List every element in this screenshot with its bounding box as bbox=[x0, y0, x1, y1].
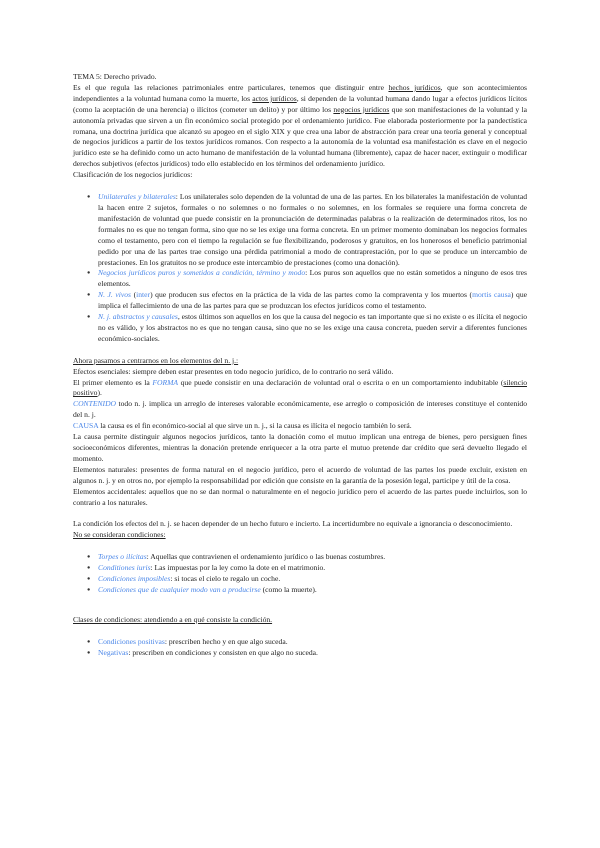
elements-heading: Ahora pasamos a centrarnos en los elementos del n. j.: bbox=[73, 355, 239, 365]
term-causa: CAUSA bbox=[73, 421, 99, 431]
list-item bbox=[73, 563, 527, 574]
item-text: ) que implica el fallecimiento de una de las partes para que se produzcan los efectos jurídicos como el testamento. bbox=[98, 290, 527, 311]
term: mortis causa bbox=[472, 290, 511, 300]
term: N. j. abstractos y causales bbox=[98, 312, 178, 322]
list-item bbox=[73, 574, 527, 585]
item-text: (como la muerte). bbox=[260, 584, 317, 594]
item-text: ( bbox=[131, 290, 137, 300]
list-item bbox=[73, 312, 527, 345]
term: N. J. vivos bbox=[98, 290, 132, 300]
text: El primer elemento es la bbox=[73, 377, 153, 387]
intro-text-2: , que son acontecimientos independientes a la voluntad humana como la muerte, los bbox=[73, 82, 528, 103]
item-text: : si tocas el cielo te regalo un coche. bbox=[170, 574, 281, 584]
forma-paragraph bbox=[73, 378, 527, 400]
condition-paragraph: La condición los efectos del n. j. se hacen depender de un hecho futuro e incierto. La incertidumbre no equivale a ignorancia o desconocimiento. bbox=[73, 519, 513, 529]
term: Condiciones positivas bbox=[98, 636, 165, 646]
classification-list bbox=[73, 192, 527, 345]
term-hechos-juridicos: hechos jurídicos bbox=[388, 82, 441, 92]
list-item bbox=[73, 268, 527, 290]
intro-text-4: que son manifestaciones de la voluntad y la autonomía privadas que sirven a un fin económico social protegido por el ordenamiento jurídico. Fue elaborada posteriormente por la pandectística romana, una doctrina jurídica que alcanzó su apogeo en el siglo XIX y que crea una labor de abstracción para crear una teoría general y conceptual de negocios jurídicos a partir de los textos jurídicos romanos. Con respecto a la autonomía de la voluntad esa manifestación es clave en el negocio jurídico este se ha definido como un acto humano de manifestación de la voluntad humana (libremente), capaz de hacer nacer, extinguir o modificar derechos subjetivos (efectos jurídicos) todo ello establecido en los términos del ordenamiento jurídico. bbox=[73, 104, 528, 169]
intro-text-3: , si dependen de la voluntad humana dando lugar a efectos jurídicos lícitos (como la aceptación de una herencia) o ilícitos (cometer un delito) y por último los bbox=[73, 93, 527, 114]
causa-paragraph bbox=[73, 421, 527, 432]
text: la causa es el fin económico-social al que sirve un n. j., si la causa es ilícita el negocio también lo será. bbox=[98, 421, 412, 431]
item-text: : prescriben en condiciones y consisten en que algo no suceda. bbox=[128, 647, 318, 657]
list-item bbox=[73, 648, 527, 659]
item-text: : Aquellas que contravienen el ordenamiento jurídico o las buenas costumbres. bbox=[146, 552, 386, 562]
list-item bbox=[73, 290, 527, 312]
page-title: TEMA 5: Derecho privado. bbox=[73, 72, 157, 81]
intro-text-1: Es el que regula las relaciones patrimoniales entre particulares, tenemos que distinguir entre bbox=[73, 82, 389, 92]
term: Unilaterales y bilaterales bbox=[98, 192, 176, 202]
not-conditions-heading: No se consideran condiciones: bbox=[73, 530, 166, 540]
term-actos-juridicos: actos jurídicos bbox=[252, 93, 297, 103]
text: ). bbox=[97, 388, 102, 398]
document-page bbox=[73, 72, 527, 659]
item-text: , estos últimos son aquellos en los que la causa del negocio es tan importante que si no existe o es ilícita el negocio no es válido, y los abstractos no es que no tengan causa, sino que no se les exige una causa concreta, pueden servir a diferentes funciones económico-sociales. bbox=[98, 312, 528, 343]
item-text: : Los unilaterales solo dependen de la voluntad de una de las partes. En los bilaterales la manifestación de voluntad la hacen entre 2 sujetos, formales o no solemnes o no formales o no solemnes, en los formales se requiere una forma concreta de manifestación de voluntad que puede consistir en la pronunciación de determinadas palabras o la realización de determinados ritos, los no formales no es que no tengan forma, sino que no se les exige una forma concreta. En un primer momento dominaban los negocios formales como el testamento, pero con el tiempo la regulación se fue flexibilizando, poderosos y gratuitos, en los honerosos el beneficio patrimonial pedido por una de las partes trae consigo una pérdida patrimonial a modo de contraprestación, por lo que se produce un intercambio de prestaciones. En los gratuitos no se produce este intercambio de prestaciones (como una donación). bbox=[98, 192, 527, 267]
term: Negativas bbox=[98, 647, 129, 657]
term-forma: FORMA bbox=[152, 377, 179, 387]
term: Conditiones iuris bbox=[98, 563, 151, 573]
term-negocios-juridicos: negocios jurídicos bbox=[333, 104, 390, 114]
condition-classes-list bbox=[73, 637, 527, 659]
item-text: : Las impuestas por la ley como la dote en el matrimonio. bbox=[150, 563, 326, 573]
list-item bbox=[73, 552, 527, 563]
list-item bbox=[73, 585, 527, 596]
term: Condiciones que de cualquier modo van a producirse bbox=[98, 584, 261, 594]
term-contenido: CONTENIDO bbox=[73, 399, 117, 409]
natural-elements: Elementos naturales: presentes de forma natural en el negocio jurídico, pero el acuerdo de voluntad de las partes los puede excluir, existen en algunos n. j. y en otros no, por ejemplo la responsabilidad por edición que consiste en la garantía de la posesión legal, participe y útil de la cosa. bbox=[73, 464, 527, 485]
text: que puede consistir en una declaración de voluntad oral o escrita o en un comportamiento indubitable ( bbox=[178, 377, 504, 387]
condition-classes-heading: Clases de condiciones: atendiendo a en qué consiste la condición. bbox=[73, 614, 273, 624]
term: Torpes o ilícitas bbox=[98, 552, 147, 562]
list-item bbox=[73, 637, 527, 648]
term: inter bbox=[136, 290, 151, 300]
term: Condiciones imposibles bbox=[98, 574, 171, 584]
item-text: ) que producen sus efectos en la práctica de la vida de las partes como la compraventa y los muertos ( bbox=[150, 290, 473, 300]
item-text: : Los puros son aquellos que no están sometidos a ninguno de esos tres elementos. bbox=[98, 268, 527, 289]
term-silencio-positivo: silencio positivo bbox=[73, 377, 527, 398]
intro-paragraph bbox=[73, 83, 527, 170]
essential-elements: Efectos esenciales: siempre deben estar presentes en todo negocio jurídico, de lo contrario no será válido. bbox=[73, 366, 394, 376]
item-text: : prescriben hecho y en que algo suceda. bbox=[164, 636, 288, 646]
not-conditions-list bbox=[73, 552, 527, 596]
contenido-paragraph bbox=[73, 399, 527, 421]
accidental-elements: Elementos accidentales: aquellos que no se dan normal o naturalmente en el negocio jurídico pero el acuerdo de las partes puede incluirlos, son lo contrario a los naturales. bbox=[73, 486, 527, 507]
causa-explanation: La causa permite distinguir algunos negocios jurídicos, tanto la donación como el mutuo implican una entrega de bienes, pero persiguen fines socioeconómicos diferentes, mientras la donación pretende enriquecer a la otra parte el mutuo pretende dar crédito que será devuelto llegado el momento. bbox=[73, 432, 527, 463]
classification-heading: Clasificación de los negocios jurídicos: bbox=[73, 170, 193, 180]
list-item bbox=[73, 192, 527, 268]
text: todo n. j. implica un arreglo de intereses valorable económicamente, ese arreglo o composición de intereses constituye el contenido del n. j. bbox=[73, 399, 527, 420]
term: Negocios jurídicos puros y sometidos a condición, término y modo bbox=[98, 268, 306, 278]
